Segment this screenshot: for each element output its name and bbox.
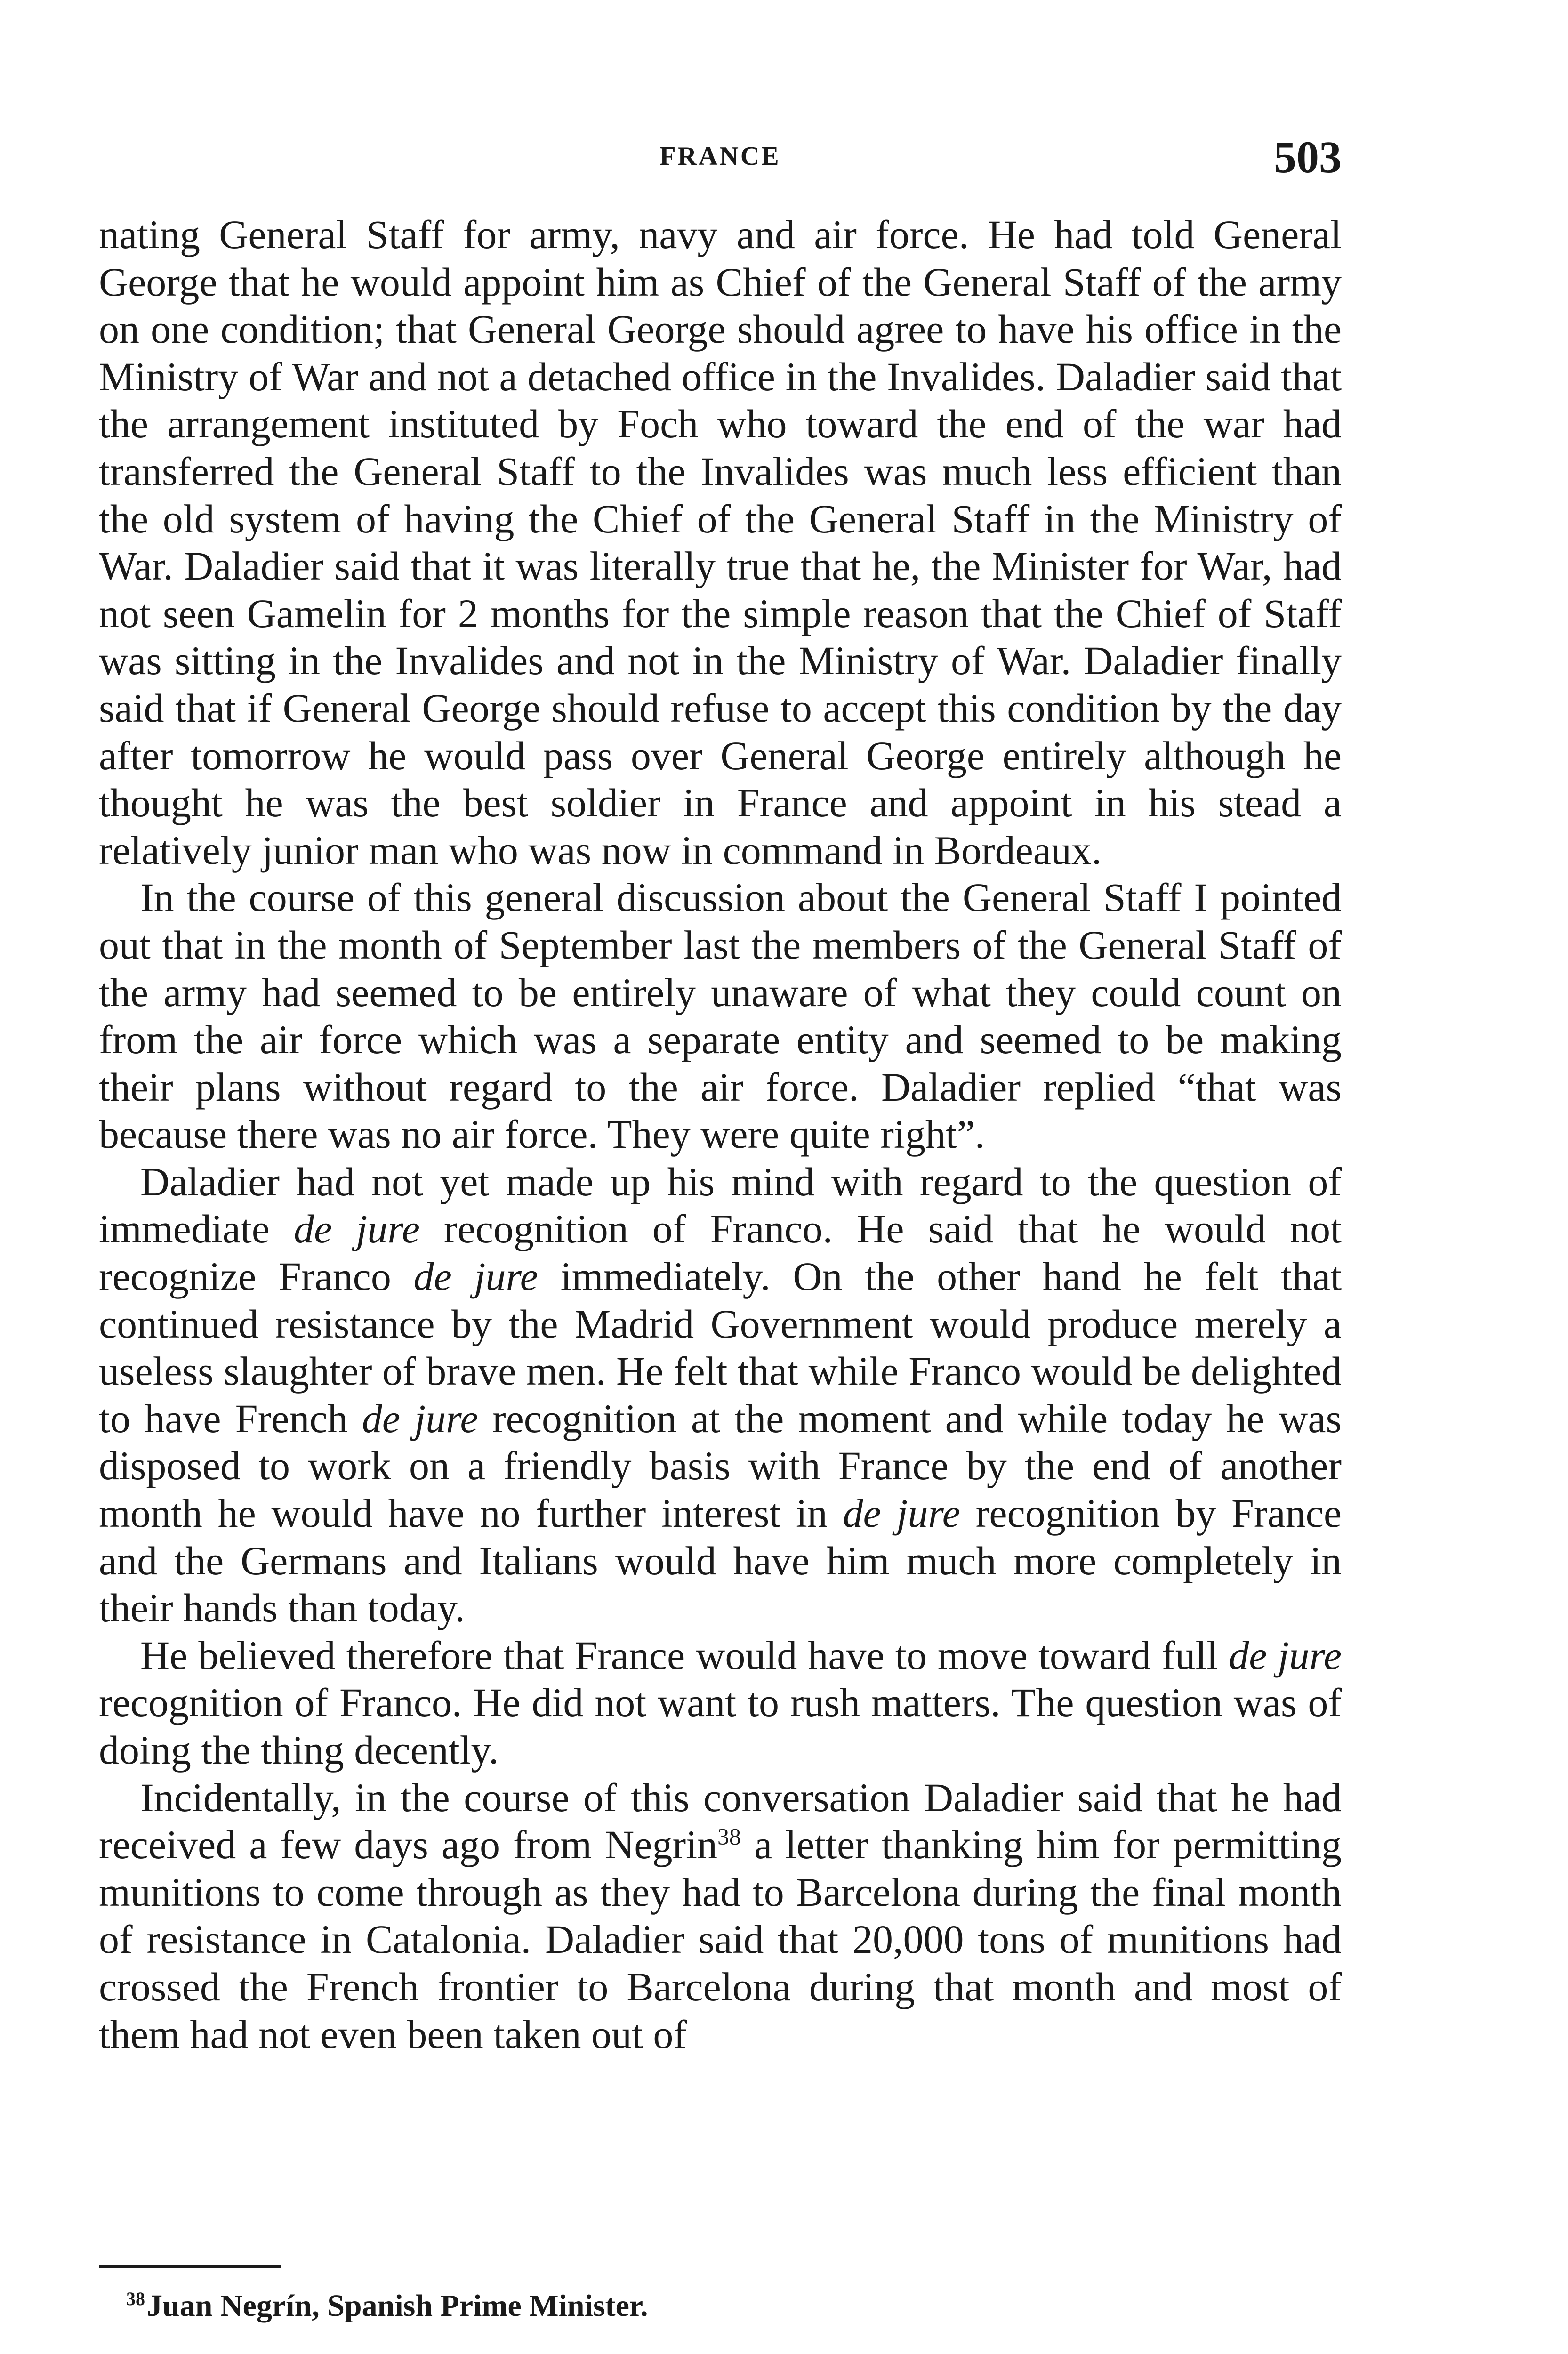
italic-phrase: de jure	[1229, 1632, 1342, 1678]
italic-phrase: de jure	[413, 1254, 538, 1299]
running-title: FRANCE	[659, 142, 781, 171]
footnote-reference[interactable]: 38	[717, 1823, 741, 1850]
paragraph-3-text: immediately. On the other hand he felt that continued resistance by the Madrid Government would produce merely a useless slaughter of brave men. He felt that while Franco would be delighted to have French	[99, 1254, 1342, 1441]
paragraph-2: In the course of this general discussion about the General Staff I pointed out that in the month of September last the members of the General Staff of the army had seemed to be entirely unaware of what they could count on from the air force which was a separate entity and seemed to be making their plans without regard to the air force. Daladier replied “that was because there was no air force. They were quite right”.	[99, 875, 1342, 1157]
footnote-text: Juan Negrín, Spanish Prime Minister.	[147, 2289, 648, 2323]
body-text	[99, 211, 1342, 2058]
paragraph-3	[99, 1158, 1342, 1632]
paragraph-5	[99, 1774, 1342, 2058]
paragraph-4	[99, 1632, 1342, 1774]
page-number: 503	[1274, 132, 1342, 182]
footnote-divider	[99, 2265, 281, 2268]
paragraph-1: nating General Staff for army, navy and air force. He had told General George that he would appoint him as Chief of the General Staff of the army on one condition; that General George should agree to have his office in the Ministry of War and not a detached office in the Invalides. Daladier said that the arrangement instituted by Foch who toward the end of the war had transferred the General Staff to the Invalides was much less efficient than the old system of having the Chief of the General Staff in the Ministry of War. Daladier said that it was literally true that he, the Minister for War, had not seen Gamelin for 2 months for the simple reason that the Chief of Staff was sitting in the Invalides and not in the Ministry of War. Daladier finally said that if General George should refuse to accept this condition by the day after tomorrow he would pass over General George entirely although he thought he was the best soldier in France and appoint in his stead a relatively junior man who was now in command in Bordeaux.	[99, 212, 1342, 873]
paragraph-4-text: He believed therefore that France would have to move toward full	[140, 1632, 1229, 1678]
italic-phrase: de jure	[294, 1206, 420, 1252]
paragraph-5-text: a letter thanking him for permitting munitions to come through as they had to Barcelona during the final month of resistance in Catalonia. Daladier said that 20,000 tons of munitions had crossed the French frontier to Barcelona during that month and most of them had not even been taken out of	[99, 1822, 1342, 2057]
footnote	[126, 2287, 1341, 2325]
italic-phrase: de jure	[843, 1491, 960, 1536]
paragraph-3-text: recognition of Franco. He said that he would not recognize Franco	[99, 1206, 1342, 1299]
paragraph-3-text: Daladier had not yet made up his mind with regard to the question of immediate	[99, 1159, 1342, 1252]
footnote-mark: 38	[126, 2288, 145, 2309]
running-head	[99, 131, 1342, 183]
paragraph-3-text: recognition at the moment and while today he was disposed to work on a friendly basis with France by the end of another month he would have no further interest in	[99, 1395, 1342, 1536]
paragraph-5-text: Incidentally, in the course of this conversation Daladier said that he had received a few days ago from Negrin	[99, 1774, 1342, 1868]
paragraph-3-text: recognition by France and the Germans and Italians would have him much more completely in their hands than today.	[99, 1491, 1342, 1631]
paragraph-4-text: recognition of Franco. He did not want to rush matters. The question was of doing the thing decently.	[99, 1680, 1342, 1773]
italic-phrase: de jure	[362, 1395, 478, 1441]
